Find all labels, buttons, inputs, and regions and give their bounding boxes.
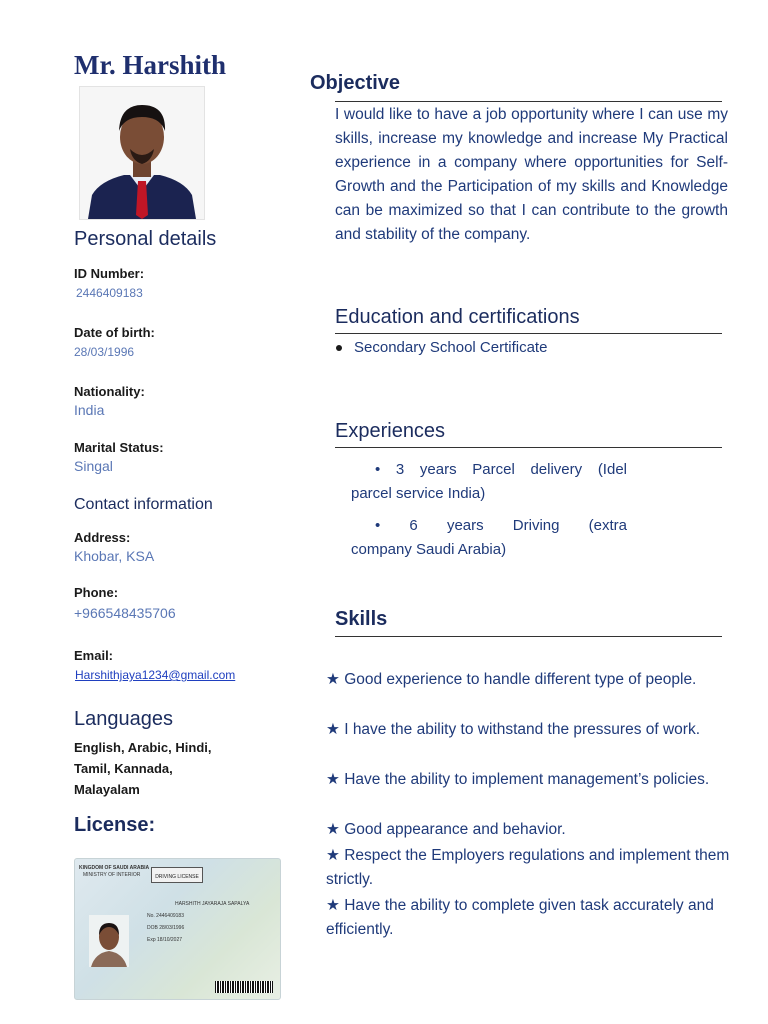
skill-item: ★ Good appearance and behavior. <box>326 821 566 838</box>
skills-divider <box>335 636 722 637</box>
skill-item: ★ Have the ability to implement management’s policies. <box>326 771 710 788</box>
nationality-label: Nationality: <box>74 384 145 399</box>
contact-info-heading: Contact information <box>74 496 213 513</box>
skill-item: ★ I have the ability to withstand the pressures of work. <box>326 721 701 738</box>
bullet-icon <box>336 345 342 351</box>
license-number: No. 2446409183 <box>147 913 184 919</box>
address-value: Khobar, KSA <box>74 548 155 564</box>
experience-line: company Saudi Arabia) <box>351 541 507 558</box>
experience-line: • 3 years Parcel delivery (Idel <box>375 461 627 478</box>
experience-line: parcel service India) <box>351 485 486 502</box>
license-title: DRIVING LICENSE <box>155 874 199 880</box>
phone-value: +966548435706 <box>74 605 176 621</box>
address-label: Address: <box>74 530 131 545</box>
objective-text: I would like to have a job opportunity where I can use my skills, increase my knowledge and increase My Practical experience in a company where opportunities for Self-Growth and the Participation of my skills and Knowledge can be maximized so that I can contribute to the growth and stability of the company. <box>335 106 728 243</box>
id-number-label: ID Number: <box>74 266 145 281</box>
dob-label: Date of birth: <box>74 325 155 340</box>
languages-line: Tamil, Kannada, <box>74 761 173 776</box>
education-item-text: Secondary School Certificate <box>354 339 548 356</box>
experience-line: • 6 years Driving (extra <box>375 517 627 534</box>
profile-photo <box>79 86 205 220</box>
languages-heading: Languages <box>74 708 173 730</box>
objective-heading: Objective <box>310 72 401 94</box>
email-label: Email: <box>74 648 114 663</box>
license-photo <box>89 915 129 967</box>
license-holder: HARSHITH JAYARAJA SAPALYA <box>175 901 250 907</box>
personal-details-heading: Personal details <box>74 228 217 250</box>
phone-label: Phone: <box>74 585 119 600</box>
skills-heading: Skills <box>335 608 388 630</box>
license-ministry: MINISTRY OF INTERIOR <box>83 872 141 878</box>
license-expiry: Exp 18/10/2027 <box>147 937 183 943</box>
dob-value: 28/03/1996 <box>74 345 135 359</box>
barcode-icon <box>215 981 273 993</box>
license-heading: License: <box>74 814 156 836</box>
driving-license-image <box>74 858 281 1000</box>
license-country: KINGDOM OF SAUDI ARABIA <box>79 865 150 871</box>
candidate-name: Mr. Harshith <box>74 50 227 80</box>
objective-divider <box>335 101 722 102</box>
languages-line: Malayalam <box>74 782 140 797</box>
skill-item: ★ Have the ability to complete given task accurately and efficiently. <box>326 897 714 938</box>
marital-status-label: Marital Status: <box>74 440 164 455</box>
experience-item <box>351 458 627 506</box>
skill-item: ★ Respect the Employers regulations and implement them strictly. <box>326 847 730 888</box>
person-portrait-icon <box>80 87 204 219</box>
experiences-divider <box>335 447 722 448</box>
person-portrait-icon <box>89 915 129 967</box>
experience-item <box>351 514 627 562</box>
email-link[interactable]: Harshithjaya1234@gmail.com <box>75 668 236 682</box>
education-heading: Education and certifications <box>335 306 580 328</box>
education-divider <box>335 333 722 334</box>
id-number-value: 2446409183 <box>76 286 143 300</box>
experiences-heading: Experiences <box>335 420 446 442</box>
nationality-value: India <box>74 402 105 418</box>
education-item <box>336 339 547 356</box>
skill-item: ★ Good experience to handle different type of people. <box>326 671 697 688</box>
marital-status-value: Singal <box>74 458 113 474</box>
license-title-box <box>151 867 203 883</box>
languages-line: English, Arabic, Hindi, <box>74 740 212 755</box>
license-dob: DOB 28/03/1996 <box>147 925 185 931</box>
languages-list <box>74 737 211 800</box>
